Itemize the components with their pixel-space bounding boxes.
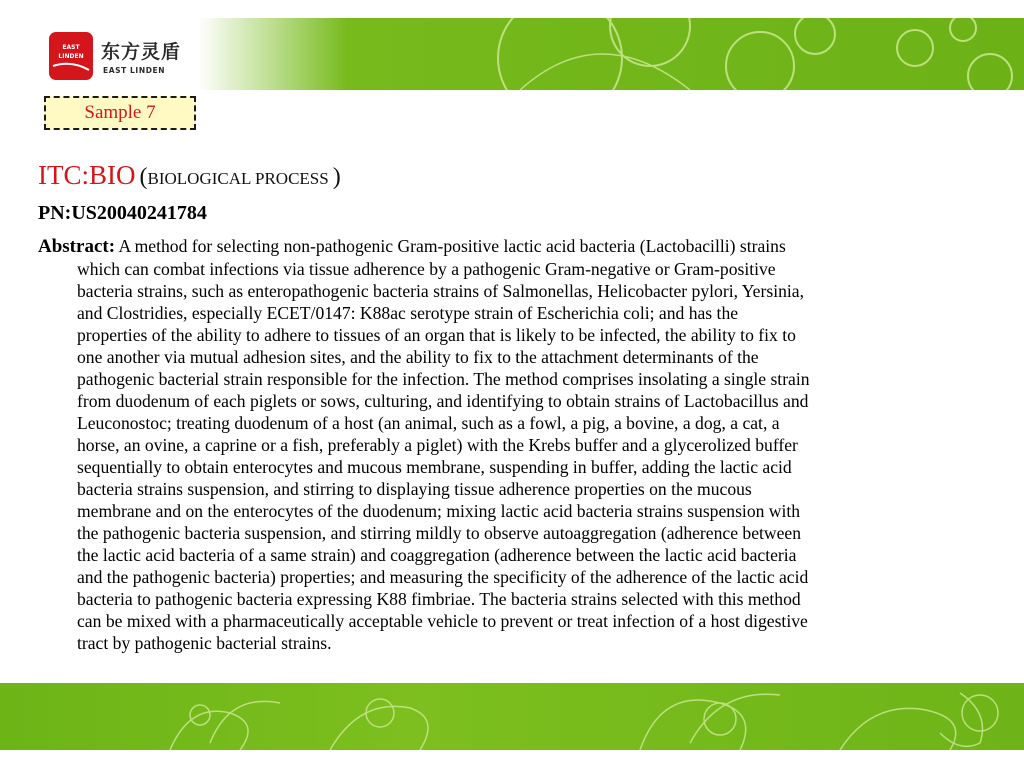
company-logo-icon bbox=[49, 32, 93, 80]
abstract-line: bacteria strains, such as enteropathogenic bacteria strains of Salmonellas, Helicobacter pylori, Yersinia, bbox=[77, 281, 804, 301]
footer-floral-decoration bbox=[0, 683, 1024, 750]
abstract-line: one another via mutual adhesion sites, and the ability to fix to the attachment determinants of the bbox=[77, 347, 759, 367]
logo-mark-text-top: EAST bbox=[62, 44, 80, 51]
logo-chinese-name: 东方灵盾 bbox=[101, 41, 182, 63]
abstract-label: Abstract: bbox=[38, 236, 116, 257]
itc-close-paren: ) bbox=[332, 164, 341, 190]
abstract-line: tract by pathogenic bacterial strains. bbox=[77, 633, 332, 653]
logo-mark-text-bottom: LINDEN bbox=[58, 53, 84, 60]
itc-heading bbox=[38, 160, 341, 191]
abstract-line: pathogenic bacterial strain responsible for the infection. The method comprises insolating a single strain bbox=[77, 369, 810, 389]
abstract-line: bacteria to pathogenic bacteria expressing K88 fimbriae. The bacteria strains selected with this method bbox=[77, 589, 801, 609]
abstract-line-text: A method for selecting non-pathogenic Gram-positive lactic acid bacteria (Lactobacilli) strains bbox=[118, 236, 786, 256]
abstract-line: the lactic acid bacteria of a same strain) and coaggregation (adherence between the lactic acid bacteria bbox=[77, 545, 797, 565]
sample-tag-label: Sample 7 bbox=[84, 102, 156, 123]
abstract-line: horse, an ovine, a caprine or a fish, preferably a piglet) with the Krebs buffer and a glycerolized buffer bbox=[77, 435, 798, 455]
header-band bbox=[0, 18, 1024, 90]
abstract-line: the pathogenic bacteria suspension, and stirring mildly to observe autoaggregation (adherence between bbox=[77, 523, 802, 543]
abstract-line: sequentially to obtain enterocytes and mucous membrane, suspending in buffer, adding the lactic acid bbox=[77, 457, 792, 477]
abstract-line: which can combat infections via tissue adherence by a pathogenic Gram-negative or Gram-positive bbox=[77, 259, 776, 279]
sample-tag bbox=[44, 96, 196, 130]
footer-band bbox=[0, 683, 1024, 750]
abstract-line: membrane and on the enterocytes of the duodenum; mixing lactic acid bacteria strains suspension with bbox=[77, 501, 801, 521]
abstract-line: from duodenum of each piglets or sows, culturing, and identifying to obtain strains of Lactobacillus and bbox=[77, 391, 809, 411]
abstract-line: properties of the ability to adhere to tissues of an organ that is likely to be infected, the ability to fix to bbox=[77, 325, 796, 345]
abstract bbox=[38, 235, 996, 654]
abstract-line: Leuconostoc; treating duodenum of a host (an animal, such as a fowl, a pig, a bovine, a dog, a cat, a bbox=[77, 413, 780, 433]
patent-number: PN:US20040241784 bbox=[38, 202, 207, 224]
itc-open-paren: ( bbox=[139, 164, 148, 190]
logo-fade bbox=[198, 18, 348, 90]
abstract-line: can be mixed with a pharmaceutically acceptable vehicle to prevent or treat infection of a host digestive bbox=[77, 611, 808, 631]
logo-english-name: EAST LINDEN bbox=[103, 66, 166, 75]
itc-description: BIOLOGICAL PROCESS bbox=[147, 169, 329, 188]
abstract-line: and the pathogenic bacteria) properties; and measuring the specificity of the adherence of the lactic acid bbox=[77, 567, 809, 587]
abstract-line bbox=[38, 235, 996, 258]
itc-code: ITC:BIO bbox=[38, 160, 136, 190]
abstract-line: and Clostridies, especially ECET/0147: K88ac serotype strain of Escherichia coli; and has the bbox=[77, 303, 739, 323]
abstract-line: bacteria strains suspension, and stirring to displaying tissue adherence properties on the mucous bbox=[77, 479, 752, 499]
